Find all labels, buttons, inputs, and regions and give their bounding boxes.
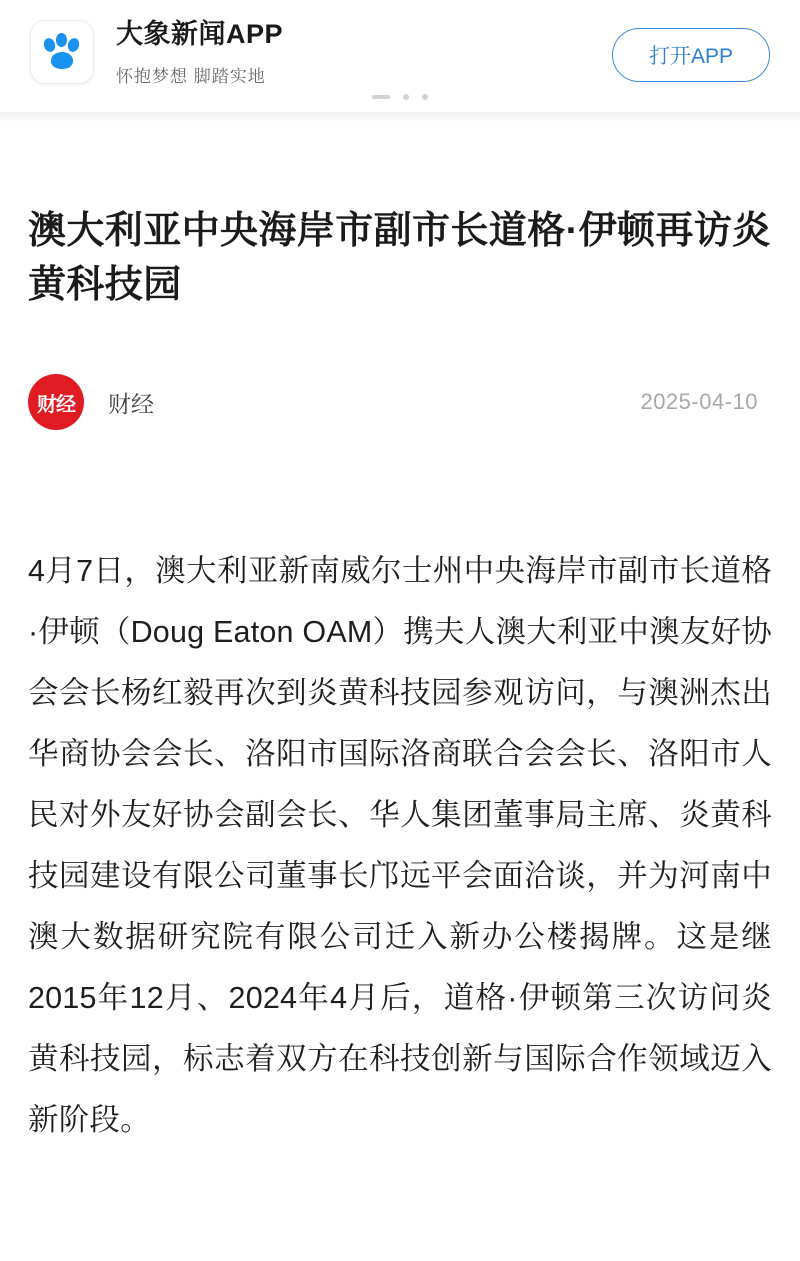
carousel-dot-active[interactable] xyxy=(372,95,390,99)
category-badge: 财经 xyxy=(28,374,84,430)
article-container xyxy=(0,122,800,1151)
carousel-dot[interactable] xyxy=(403,94,409,100)
page-bottom-spacer xyxy=(0,1235,800,1261)
app-info xyxy=(116,12,283,87)
article-source[interactable]: 财经 xyxy=(108,390,154,417)
paw-logo-icon xyxy=(42,32,82,72)
article-meta xyxy=(28,375,772,429)
carousel-indicator[interactable] xyxy=(0,94,800,100)
article-date: 2025-04-10 xyxy=(640,389,758,415)
open-app-button[interactable]: 打开APP xyxy=(612,28,770,82)
app-promo-banner[interactable] xyxy=(0,0,800,112)
carousel-dot[interactable] xyxy=(422,94,428,100)
article-body: 4月7日，澳大利亚新南威尔士州中央海岸市副市长道格·伊顿（Doug Eaton OAM）携夫人澳大利亚中澳友好协会会长杨红毅再次到炎黄科技园参观访问，与澳洲杰出华商协会会长、洛阳市国际洛商联合会会长、洛阳市人民对外友好协会副会长、华人集团董事局主席、炎黄科技园建设有限公司董事长邝远平会面洽谈，并为河南中澳大数据研究院有限公司迁入新办公楼揭牌。这是继2015年12月、2024年4月后，道格·伊顿第三次访问炎黄科技园，标志着双方在科技创新与国际合作领域迈入新阶段。 xyxy=(28,554,772,1138)
app-logo xyxy=(30,20,94,84)
page-title: 澳大利亚中央海岸市副市长道格·伊顿再访炎黄科技园 xyxy=(28,210,771,307)
app-slogan: 怀抱梦想 脚踏实地 xyxy=(116,66,266,86)
banner-divider xyxy=(0,112,800,122)
app-title: 大象新闻APP xyxy=(116,19,284,49)
